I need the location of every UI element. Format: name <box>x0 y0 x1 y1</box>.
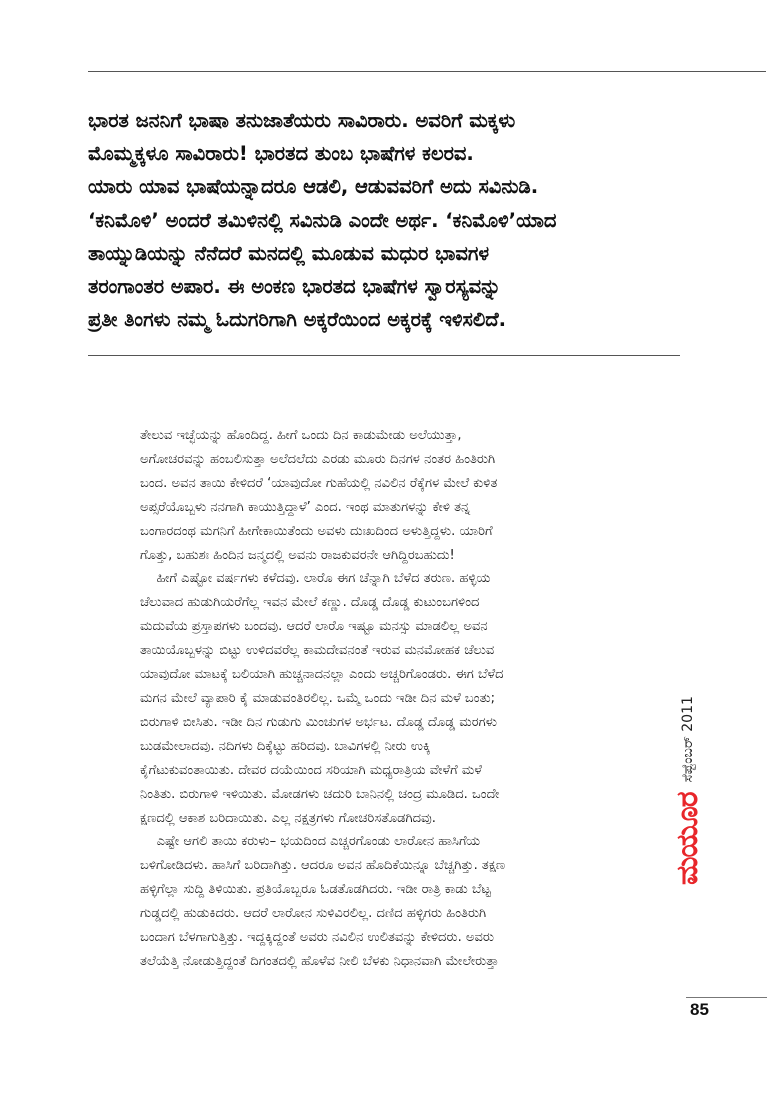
intro-line: ತಾಯ್ನುಡಿಯನ್ನು ನೆನೆದರೆ ಮನದಲ್ಲಿ ಮೂಡುವ ಮಧುರ ಭಾವಗಳ <box>88 241 490 265</box>
body-line: ಬಳಿಗೋಡಿದಳು. ಹಾಸಿಗೆ ಬರಿದಾಗಿತ್ತು. ಆದರೂ ಅವನ ಹೊದಿಕೆಯಿನ್ನೂ ಬೆಚ್ಚಗಿತ್ತು. ತಕ್ಷಣ <box>140 858 506 874</box>
issue-date: ಸೆಪ್ಟೆಂಬರ್ 2011 <box>680 696 696 783</box>
page-number: 85 <box>690 1000 709 1019</box>
intro-line: ತರಂಗಾಂತರ ಅಪಾರ. ಈ ಅಂಕಣ ಭಾರತದ ಭಾಷೆಗಳ ಸ್ವಾರಸ್ಯವನ್ನು <box>88 275 501 299</box>
body-line: ಎಷ್ಟೇ ಆಗಲಿ ತಾಯಿ ಕರುಳು– ಭಯದಿಂದ ಎಚ್ಚರಗೊಂಡು ಲಾರೋನ ಹಾಸಿಗೆಯ <box>140 834 481 850</box>
body-line: ನಿಂತಿತು. ಬಿರುಗಾಳಿ ಇಳಿಯಿತು. ಮೋಡಗಳು ಚದುರಿ ಬಾನಿನಲ್ಲಿ ಚಂದ್ರ ಮೂಡಿದ. ಒಂದೇ <box>140 786 500 802</box>
intro-line: ಭಾರತ ಜನನಿಗೆ ಭಾಷಾ ತನುಜಾತೆಯರು ಸಾವಿರಾರು. ಅವರಿಗೆ ಮಕ್ಕಳು <box>88 109 516 132</box>
body-line: ಬಂಗಾರದಂಥ ಮಗನಿಗೆ ಹೀಗೇಕಾಯಿತೆಂದು ಅವಳು ದುಃಖದಿಂದ ಅಳುತ್ತಿದ್ದಳು. ಯಾರಿಗೆ <box>140 523 493 539</box>
body-line: ತಲೆಯೆತ್ತಿ ನೋಡುತ್ತಿದ್ದಂತೆ ದಿಗಂತದಲ್ಲಿ ಹೊಳೆವ ನೀಲಿ ಬೆಳಕು ನಿಧಾನವಾಗಿ ಮೇಲೇರುತ್ತಾ <box>140 953 499 969</box>
story-body <box>140 424 670 974</box>
intro-line: ಪ್ರತೀ ತಿಂಗಳು ನಮ್ಮ ಓದುಗರಿಗಾಗಿ ಅಕ್ಕರೆಯಿಂದ ಅಕ್ಕರಕ್ಕೆ ಇಳಿಸಲಿದೆ. <box>88 308 507 332</box>
body-line: ಯಾವುದೋ ಮಾಟಕ್ಕೆ ಬಲಿಯಾಗಿ ಹುಚ್ಚನಾದನಲ್ಲಾ ಎಂದು ಅಚ್ಚರಿಗೊಂಡರು. ಈಗ ಬೆಳೆದ <box>140 667 504 683</box>
body-line: ತಾಯಿಯೊಬ್ಬಳನ್ನು ಬಿಟ್ಟು ಉಳಿದವರೆಲ್ಲ ಕಾಮದೇವನಂತೆ ಇರುವ ಮನಮೋಹಕ ಚೆಲುವ <box>140 643 495 659</box>
intro-line: ಯಾರು ಯಾವ ಭಾಷೆಯನ್ನಾದರೂ ಆಡಲಿ, ಆಡುವವರಿಗೆ ಅದು ಸವಿನುಡಿ. <box>88 175 539 199</box>
body-line: ಹಳ್ಳಿಗೆಲ್ಲಾ ಸುದ್ದಿ ತಿಳಿಯಿತು. ಪ್ರತಿಯೊಬ್ಬರೂ ಓಡತೊಡಗಿದರು. ಇಡೀ ರಾತ್ರಿ ಕಾಡು ಬೆಟ್ಟ <box>140 882 491 898</box>
top-divider <box>88 71 766 72</box>
body-line: ತೇಲುವ ಇಚ್ಛೆಯನ್ನು ಹೊಂದಿದ್ದ. ಹೀಗೆ ಒಂದು ದಿನ ಕಾಡುಮೇಡು ಅಲೆಯುತ್ತಾ, <box>140 428 462 443</box>
body-line: ಹೀಗೆ ಎಷ್ಟೋ ವರ್ಷಗಳು ಕಳೆದವು. ಲಾರೊ ಈಗ ಚೆನ್ನಾಗಿ ಬೆಳೆದ ತರುಣ. ಹಳ್ಳಿಯ <box>140 571 491 587</box>
body-line: ಬಿರುಗಾಳಿ ಬೀಸಿತು. ಇಡೀ ದಿನ ಗುಡುಗು ಮಿಂಚುಗಳ ಅರ್ಭಟ. ದೊಡ್ಡ ದೊಡ್ಡ ಮರಗಳು <box>140 714 497 730</box>
body-line: ಚೆಲುವಾದ ಹುಡುಗಿಯರೆಗೆಲ್ಲ ಇವನ ಮೇಲೆ ಕಣ್ಣು. ದೊಡ್ಡ ದೊಡ್ಡ ಕುಟುಂಬಗಳಿಂದ <box>140 595 480 611</box>
body-line: ಕ್ಷಣದಲ್ಲಿ ಆಕಾಶ ಬರಿದಾಯಿತು. ಎಲ್ಲ ನಕ್ಷತ್ರಗಳು ಗೋಚರಿಸತೊಡಗಿದವು. <box>140 810 436 826</box>
body-line: ಕೈಗೆಟುಕುವಂತಾಯಿತು. ದೇವರ ದಯೆಯಿಂದ ಸರಿಯಾಗಿ ಮಧ್ಯರಾತ್ರಿಯ ವೇಳೆಗೆ ಮಳೆ <box>140 762 482 778</box>
body-line: ಅಪ್ಸರೆಯೊಬ್ಬಳು ನನಗಾಗಿ ಕಾಯುತ್ತಿದ್ದಾಳೆ’ ಎಂದ. ಇಂಥ ಮಾತುಗಳನ್ನು ಕೇಳಿ ತನ್ನ <box>140 499 471 515</box>
intro-paragraph <box>88 104 678 336</box>
intro-bottom-divider <box>88 355 680 356</box>
body-line: ಗೊತ್ತು, ಬಹುಶಃ ಹಿಂದಿನ ಜನ್ಮದಲ್ಲಿ ಅವನು ರಾಜಕುವರನೇ ಆಗಿದ್ದಿರಬಹುದು! <box>140 547 455 563</box>
body-line: ಬಂದ. ಅವನ ತಾಯಿ ಕೇಳಿದರೆ ‘ಯಾವುದೋ ಗುಹೆಯಲ್ಲಿ ನವಿಲಿನ ರೆಕ್ಕೆಗಳ ಮೇಲೆ ಕುಳಿತ <box>140 475 498 491</box>
body-line: ಅಗೋಚರವನ್ನು ಹಂಬಲಿಸುತ್ತಾ ಅಲೆದಲೆದು ಎರಡು ಮೂರು ದಿನಗಳ ನಂತರ ಹಿಂತಿರುಗಿ <box>140 451 496 467</box>
magazine-sidebar-label <box>670 696 705 885</box>
body-line: ಬುಡಮೇಲಾದವು. ನದಿಗಳು ದಿಕ್ಕೆಟ್ಟು ಹರಿದವು. ಬಾವಿಗಳಲ್ಲಿ ನೀರು ಉಕ್ಕಿ <box>140 738 431 754</box>
body-line: ಮದುವೆಯ ಪ್ರಸ್ತಾಪಗಳು ಬಂದವು. ಆದರೆ ಲಾರೊ ಇಷ್ಟೂ ಮನಸ್ಸು ಮಾಡಲಿಲ್ಲ ಅವನ <box>140 619 488 635</box>
intro-line: ಮೊಮ್ಮಕ್ಕಳೂ ಸಾವಿರಾರು! ಭಾರತದ ತುಂಬ ಭಾಷೆಗಳ ಕಲರವ. <box>88 142 474 166</box>
footer-divider <box>686 997 767 998</box>
intro-line: ‘ಕನಿಮೊಳಿ’ ಅಂದರೆ ತಮಿಳಿನಲ್ಲಿ ಸವಿನುಡಿ ಎಂದೇ ಅರ್ಥ. ‘ಕನಿಮೊಳಿ’ಯಾದ <box>88 208 557 232</box>
body-line: ಬಂದಾಗ ಬೆಳಗಾಗುತ್ತಿತ್ತು. ಇದ್ದಕ್ಕಿದ್ದಂತೆ ಅವರು ನವಿಲಿನ ಉಲಿತವನ್ನು ಕೇಳಿದರು. ಅವರು <box>140 930 495 946</box>
body-line: ಮಗನ ಮೇಲೆ ವ್ಯಾಪಾರಿ ಕೈ ಮಾಡುವಂತಿರಲಿಲ್ಲ. ಒಮ್ಮೆ ಒಂದು ಇಡೀ ದಿನ ಮಳೆ ಬಂತು; <box>140 690 496 706</box>
body-line: ಗುಡ್ಡದಲ್ಲಿ ಹುಡುಕಿದರು. ಆದರೆ ಲಾರೋನ ಸುಳಿವಿರಲಿಲ್ಲ. ದಣಿದ ಹಳ್ಳಿಗರು ಹಿಂತಿರುಗಿ <box>140 906 487 922</box>
magazine-logo: ಮಯೂರ <box>670 792 705 885</box>
